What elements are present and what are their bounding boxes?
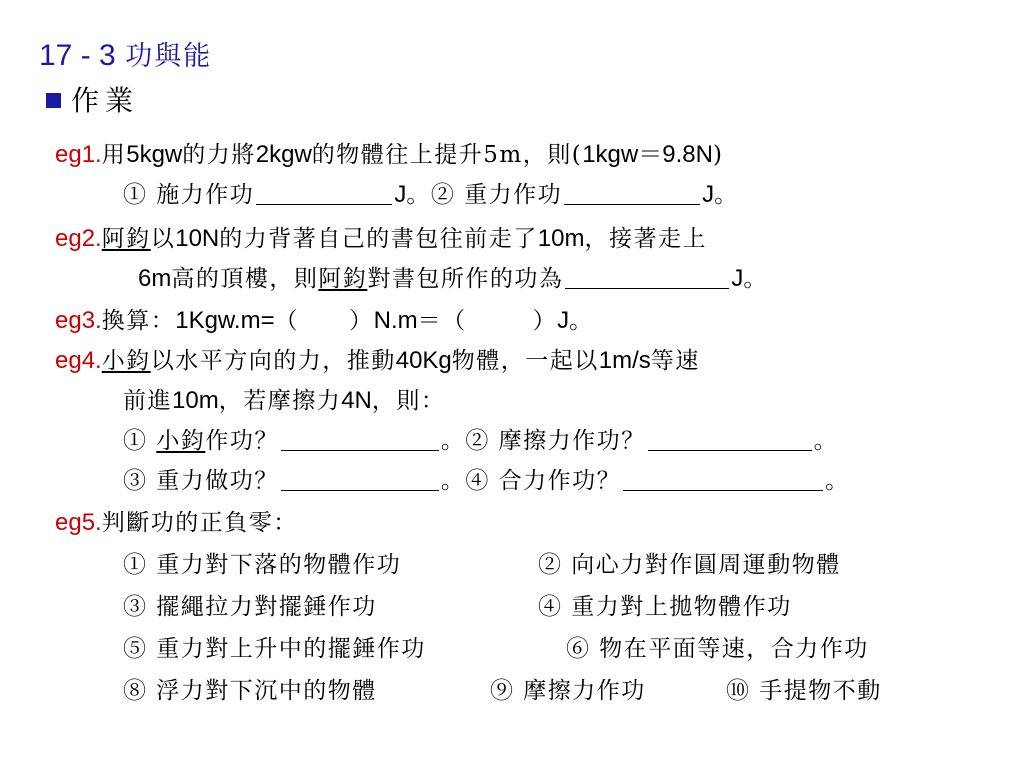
eg2-text: 的力背著自己的書包往前走了: [219, 226, 538, 252]
eg3-text: 換算：: [101, 308, 176, 334]
eg2-text: 6m: [138, 265, 172, 292]
eg2-text: 高的頂樓，則: [171, 266, 319, 292]
eg5-item: ① 重力對下落的物體作功: [123, 552, 402, 578]
eg3-text: ）: [349, 308, 374, 334]
eg1-text: 5kgw: [126, 141, 183, 168]
eg5-item: ③ 擺繩拉力對擺錘作功: [123, 594, 377, 620]
eg4-tag: eg4.: [55, 347, 102, 374]
eg1-tag: eg1.: [55, 141, 102, 168]
eg2-text: 對書包所作的功為: [367, 266, 564, 292]
answer-blank[interactable]: [564, 182, 700, 205]
person-name: 阿鈞: [318, 266, 368, 292]
person-name: 小鈞: [156, 428, 206, 454]
eg1-text: 。: [714, 182, 739, 208]
eg5-heading: 判斷功的正負零：: [101, 510, 298, 536]
eg4-text: 。: [440, 428, 466, 454]
unit-label: J: [731, 265, 744, 292]
eg4-text: 。: [813, 428, 839, 454]
title-text: 功與能: [125, 41, 213, 72]
eg1-text: 的物體往上提升5m，則(: [311, 142, 583, 168]
eg4-text: 。: [440, 468, 466, 494]
answer-blank[interactable]: [281, 468, 439, 491]
eg5-item: ⑩ 手提物不動: [726, 678, 882, 704]
eg5-item: ⑤ 重力對上升中的擺錘作功: [123, 636, 426, 662]
eg4-line1: [55, 346, 700, 376]
eg3-text: 1Kgw.m=: [175, 307, 275, 334]
eg3-text: （: [274, 308, 300, 334]
eg4-text: 4N: [341, 387, 372, 414]
eg4-text: 10m: [172, 387, 219, 414]
eg4-q4: ④ 合力作功？: [465, 468, 622, 494]
eg3-text: ＝（: [417, 308, 467, 334]
eg5-item: ② 向心力對作圓周運動物體: [538, 552, 841, 578]
eg4-text: 前進: [123, 388, 172, 414]
eg2-tag: eg2.: [55, 225, 102, 252]
answer-blank[interactable]: [281, 428, 439, 451]
section-label: 作業: [71, 84, 140, 117]
eg4-text: 。: [825, 468, 850, 494]
eg4-text: 40Kg: [395, 347, 452, 374]
eg5-line-head: [55, 508, 298, 538]
eg2-text: 以: [150, 226, 176, 252]
eg4-text: 物體，一起以: [451, 348, 599, 374]
eg2-text: 。: [743, 266, 768, 292]
square-bullet-icon: [46, 93, 61, 108]
eg2-text: ，接著走上: [584, 226, 707, 252]
answer-blank[interactable]: [648, 428, 812, 451]
eg3-line: [55, 306, 594, 336]
eg1-text: 用: [101, 142, 127, 168]
eg1-text: 2kgw: [255, 141, 312, 168]
eg4-q1: 作功？: [205, 428, 279, 454]
person-name: 阿鈞: [101, 226, 151, 252]
eg4-text: 1m/s: [598, 347, 651, 374]
eg4-text: ，則：: [371, 388, 446, 414]
eg1-text: ): [712, 142, 724, 168]
eg2-text: 10N: [175, 225, 220, 252]
eg1-text: 1kgw＝9.8N: [582, 141, 713, 168]
unit-label: J: [557, 307, 570, 334]
eg1-q2: 。② 重力作功: [406, 182, 563, 208]
eg4-line3: [123, 426, 838, 456]
eg1-text: 的力將: [182, 142, 256, 168]
eg5-item: ⑥ 物在平面等速，合力作功: [566, 636, 869, 662]
eg1-line1: [55, 140, 723, 170]
eg2-line1: [55, 224, 707, 254]
eg4-text: ，若摩擦力: [218, 388, 342, 414]
answer-blank[interactable]: [623, 468, 823, 491]
eg1-q1: ① 施力作功: [123, 182, 255, 208]
eg3-text: ）: [532, 308, 558, 334]
eg4-q3: ③ 重力做功？: [123, 468, 279, 494]
eg4-q1-number: ①: [123, 428, 148, 454]
eg5-tag: eg5.: [55, 509, 102, 536]
eg2-line2: [138, 264, 768, 294]
eg3-text: 。: [569, 308, 594, 334]
eg5-item: ⑧ 浮力對下沉中的物體: [123, 678, 377, 704]
eg4-text: 等速: [650, 348, 700, 374]
answer-blank[interactable]: [565, 266, 729, 289]
eg4-text: 以水平方向的力，推動: [150, 348, 396, 374]
eg1-line2: [123, 180, 739, 210]
unit-label: J: [394, 181, 407, 208]
eg4-q2: ② 摩擦力作功？: [465, 428, 646, 454]
eg3-text: N.m: [373, 307, 418, 334]
eg2-text: 10m: [537, 225, 585, 252]
slide-title: [39, 38, 212, 75]
title-number: 17 - 3: [39, 39, 116, 72]
eg5-item: ④ 重力對上拋物體作功: [538, 594, 792, 620]
eg3-tag: eg3.: [55, 307, 102, 334]
eg5-item: ⑨ 摩擦力作功: [490, 678, 646, 704]
unit-label: J: [702, 181, 715, 208]
eg4-line2: [123, 386, 445, 416]
person-name: 小鈞: [101, 348, 151, 374]
eg4-line4: [123, 466, 850, 496]
section-heading: [46, 84, 139, 118]
answer-blank[interactable]: [256, 182, 392, 205]
